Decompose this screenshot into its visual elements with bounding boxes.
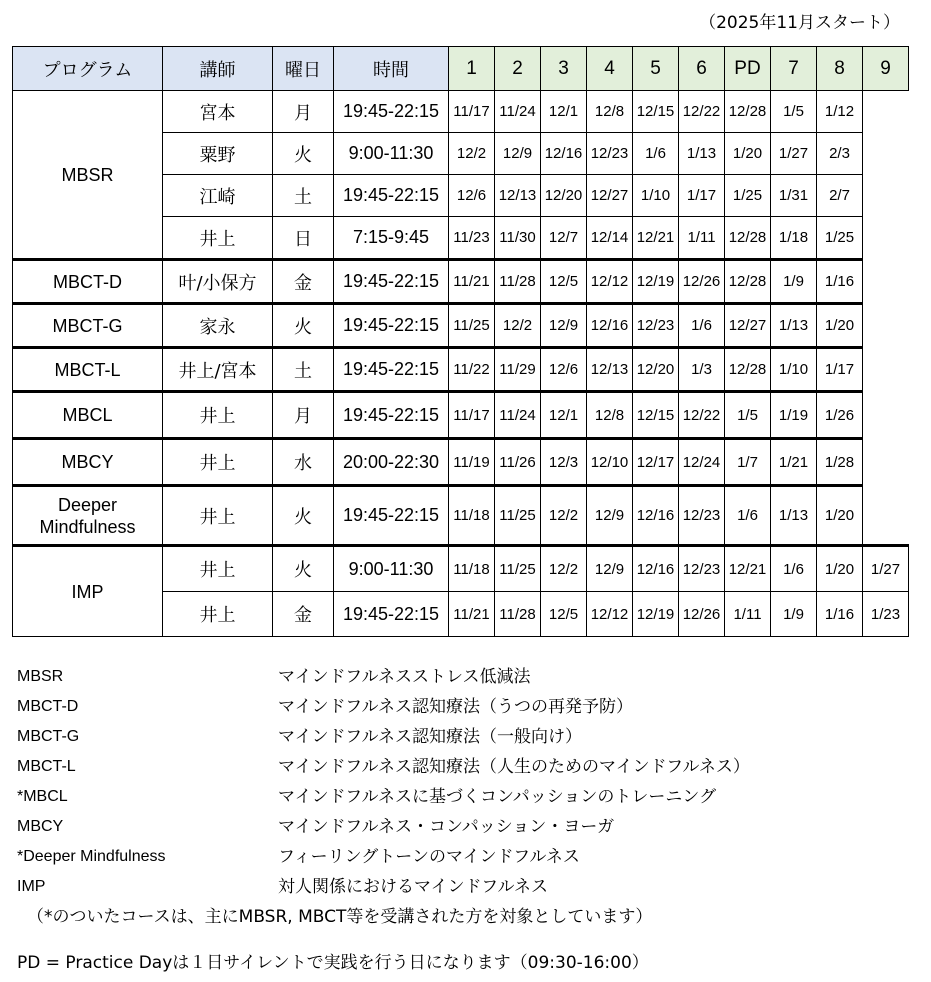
date-cell: 1/6: [771, 546, 817, 592]
schedule-table: [12, 46, 909, 637]
date-cell: 12/8: [587, 91, 633, 133]
program-cell: MBCT-G: [13, 304, 163, 348]
date-cell: 12/8: [587, 392, 633, 439]
date-cell: 1/7: [725, 439, 771, 486]
date-cell: 1/20: [817, 304, 863, 348]
legend-desc: フィーリングトーンのマインドフルネス: [278, 847, 580, 867]
legend-desc: マインドフルネスに基づくコンパッションのトレーニング: [278, 787, 717, 807]
date-cell: 12/20: [633, 348, 679, 392]
date-cell: 1/3: [679, 348, 725, 392]
time-cell: 19:45-22:15: [334, 91, 449, 133]
date-cell: 11/19: [449, 439, 495, 486]
legend-desc: 対人関係におけるマインドフルネス: [278, 877, 548, 897]
date-cell: 1/27: [863, 546, 909, 592]
day-cell: 月: [273, 392, 334, 439]
header-session: 5: [633, 47, 679, 91]
header-time: 時間: [334, 47, 449, 91]
legend-desc: マインドフルネス認知療法（一般向け）: [278, 727, 582, 747]
teacher-cell: 井上: [163, 392, 273, 439]
header-row: [13, 47, 909, 91]
date-cell: 1/25: [817, 217, 863, 260]
date-cell: 1/20: [725, 133, 771, 175]
date-cell: 1/27: [771, 133, 817, 175]
legend-desc: マインドフルネス認知療法（うつの再発予防）: [278, 697, 633, 717]
date-cell: 11/24: [495, 91, 541, 133]
program-cell: MBCY: [13, 439, 163, 486]
footnote: （*のついたコースは、主にMBSR, MBCT等を受講された方を対象としています）: [27, 907, 653, 927]
legend-abbr: *Deeper Mindfulness: [17, 848, 166, 865]
date-cell: 12/19: [633, 260, 679, 304]
date-cell: 1/16: [817, 260, 863, 304]
date-cell: 1/13: [771, 304, 817, 348]
date-cell: 2/3: [817, 133, 863, 175]
date-cell: 1/20: [817, 546, 863, 592]
date-cell: 12/2: [541, 486, 587, 546]
date-cell: 1/6: [725, 486, 771, 546]
date-cell: 1/5: [771, 91, 817, 133]
date-cell: 12/21: [633, 217, 679, 260]
teacher-cell: 井上/宮本: [163, 348, 273, 392]
date-cell: 12/16: [633, 486, 679, 546]
date-cell: 1/10: [771, 348, 817, 392]
legend-desc: マインドフルネス・コンパッション・ヨーガ: [278, 817, 615, 837]
time-cell: 20:00-22:30: [334, 439, 449, 486]
teacher-cell: 叶/小保方: [163, 260, 273, 304]
table-row: [13, 304, 909, 348]
date-cell: 11/17: [449, 91, 495, 133]
date-cell: 12/23: [587, 133, 633, 175]
legend-abbr: MBCT-D: [17, 698, 79, 715]
header-session: PD: [725, 47, 771, 91]
date-cell: 12/14: [587, 217, 633, 260]
date-cell: 12/12: [587, 592, 633, 637]
date-cell: 1/6: [679, 304, 725, 348]
legend-abbr: MBCT-L: [17, 758, 76, 775]
date-cell: 11/25: [449, 304, 495, 348]
date-cell: 11/21: [449, 260, 495, 304]
day-cell: 火: [273, 133, 334, 175]
time-cell: 19:45-22:15: [334, 348, 449, 392]
date-cell: 12/23: [633, 304, 679, 348]
legend-item: [17, 722, 917, 752]
date-cell: 12/26: [679, 592, 725, 637]
time-cell: 9:00-11:30: [334, 546, 449, 592]
program-cell: MBCT-D: [13, 260, 163, 304]
time-cell: 19:45-22:15: [334, 392, 449, 439]
date-cell: 11/25: [495, 546, 541, 592]
header-session: 6: [679, 47, 725, 91]
date-cell: 12/22: [679, 91, 725, 133]
date-cell: 11/18: [449, 546, 495, 592]
table-row: [13, 486, 909, 546]
date-cell: 1/9: [771, 592, 817, 637]
empty-cell: [863, 260, 909, 304]
day-cell: 火: [273, 546, 334, 592]
time-cell: 19:45-22:15: [334, 175, 449, 217]
date-cell: 11/30: [495, 217, 541, 260]
date-cell: 1/16: [817, 592, 863, 637]
date-cell: 1/25: [725, 175, 771, 217]
date-cell: 11/25: [495, 486, 541, 546]
table-row: [13, 260, 909, 304]
legend-abbr: MBSR: [17, 668, 64, 685]
date-cell: 12/19: [633, 592, 679, 637]
empty-cell: [863, 392, 909, 439]
date-cell: 1/12: [817, 91, 863, 133]
date-cell: 12/20: [541, 175, 587, 217]
day-cell: 土: [273, 175, 334, 217]
date-cell: 12/6: [449, 175, 495, 217]
date-cell: 12/13: [587, 348, 633, 392]
legend-desc: マインドフルネスストレス低減法: [278, 667, 531, 687]
date-cell: 11/17: [449, 392, 495, 439]
teacher-cell: 江崎: [163, 175, 273, 217]
date-cell: 1/11: [679, 217, 725, 260]
date-cell: 1/26: [817, 392, 863, 439]
date-cell: 12/16: [541, 133, 587, 175]
date-cell: 12/5: [541, 592, 587, 637]
header-program: プログラム: [13, 47, 163, 91]
header-session: 4: [587, 47, 633, 91]
date-cell: 12/27: [725, 304, 771, 348]
day-cell: 火: [273, 486, 334, 546]
date-cell: 1/5: [725, 392, 771, 439]
date-cell: 1/9: [771, 260, 817, 304]
date-cell: 11/28: [495, 592, 541, 637]
empty-cell: [863, 486, 909, 546]
teacher-cell: 井上: [163, 546, 273, 592]
date-cell: 1/19: [771, 392, 817, 439]
teacher-cell: 井上: [163, 592, 273, 637]
date-cell: 12/28: [725, 260, 771, 304]
date-cell: 1/28: [817, 439, 863, 486]
date-cell: 12/17: [633, 439, 679, 486]
date-cell: 11/24: [495, 392, 541, 439]
legend-abbr: *MBCL: [17, 788, 68, 805]
teacher-cell: 井上: [163, 217, 273, 260]
date-cell: 12/6: [541, 348, 587, 392]
teacher-cell: 宮本: [163, 91, 273, 133]
date-cell: 11/22: [449, 348, 495, 392]
start-note: （2025年11月スタート）: [699, 13, 900, 33]
legend-abbr: MBCY: [17, 818, 64, 835]
date-cell: 12/16: [587, 304, 633, 348]
header-session: 2: [495, 47, 541, 91]
date-cell: 12/2: [495, 304, 541, 348]
date-cell: 1/10: [633, 175, 679, 217]
legend: [17, 662, 917, 932]
program-cell: MBCL: [13, 392, 163, 439]
date-cell: 11/26: [495, 439, 541, 486]
date-cell: 1/20: [817, 486, 863, 546]
program-cell: IMP: [13, 546, 163, 637]
date-cell: 11/21: [449, 592, 495, 637]
empty-cell: [863, 348, 909, 392]
footnote-row: [17, 902, 917, 932]
date-cell: 11/18: [449, 486, 495, 546]
legend-abbr: IMP: [17, 878, 46, 895]
date-cell: 12/24: [679, 439, 725, 486]
time-cell: 9:00-11:30: [334, 133, 449, 175]
legend-item: [17, 692, 917, 722]
empty-cell: [863, 91, 909, 260]
legend-abbr: MBCT-G: [17, 728, 80, 745]
legend-item: [17, 662, 917, 692]
table-row: [13, 439, 909, 486]
date-cell: 12/28: [725, 348, 771, 392]
header-session: 9: [863, 47, 909, 91]
time-cell: 19:45-22:15: [334, 260, 449, 304]
date-cell: 12/26: [679, 260, 725, 304]
time-cell: 19:45-22:15: [334, 304, 449, 348]
day-cell: 日: [273, 217, 334, 260]
date-cell: 12/23: [679, 546, 725, 592]
legend-desc: マインドフルネス認知療法（人生のためのマインドフルネス）: [278, 757, 750, 777]
date-cell: 12/10: [587, 439, 633, 486]
date-cell: 12/28: [725, 91, 771, 133]
date-cell: 1/13: [679, 133, 725, 175]
header-session: 8: [817, 47, 863, 91]
date-cell: 12/9: [495, 133, 541, 175]
date-cell: 12/9: [541, 304, 587, 348]
date-cell: 1/21: [771, 439, 817, 486]
table-row: [13, 348, 909, 392]
date-cell: 1/31: [771, 175, 817, 217]
date-cell: 12/9: [587, 486, 633, 546]
date-cell: 12/21: [725, 546, 771, 592]
table-row: [13, 392, 909, 439]
date-cell: 12/5: [541, 260, 587, 304]
teacher-cell: 井上: [163, 486, 273, 546]
header-session: 3: [541, 47, 587, 91]
empty-cell: [863, 439, 909, 486]
header-day: 曜日: [273, 47, 334, 91]
date-cell: 12/27: [587, 175, 633, 217]
day-cell: 水: [273, 439, 334, 486]
empty-cell: [863, 304, 909, 348]
legend-item: [17, 782, 917, 812]
date-cell: 12/28: [725, 217, 771, 260]
header-session: 1: [449, 47, 495, 91]
date-cell: 1/6: [633, 133, 679, 175]
date-cell: 12/23: [679, 486, 725, 546]
date-cell: 11/23: [449, 217, 495, 260]
date-cell: 12/12: [587, 260, 633, 304]
day-cell: 火: [273, 304, 334, 348]
date-cell: 12/1: [541, 91, 587, 133]
date-cell: 12/16: [633, 546, 679, 592]
date-cell: 1/17: [679, 175, 725, 217]
legend-item: [17, 872, 917, 902]
time-cell: 7:15-9:45: [334, 217, 449, 260]
legend-item: [17, 812, 917, 842]
date-cell: 2/7: [817, 175, 863, 217]
date-cell: 1/18: [771, 217, 817, 260]
date-cell: 1/13: [771, 486, 817, 546]
date-cell: 12/1: [541, 392, 587, 439]
day-cell: 月: [273, 91, 334, 133]
date-cell: 12/3: [541, 439, 587, 486]
teacher-cell: 粟野: [163, 133, 273, 175]
day-cell: 金: [273, 260, 334, 304]
table-row: [13, 91, 909, 133]
date-cell: 12/15: [633, 392, 679, 439]
program-cell: MBCT-L: [13, 348, 163, 392]
date-cell: 12/9: [587, 546, 633, 592]
legend-item: [17, 842, 917, 872]
time-cell: 19:45-22:15: [334, 486, 449, 546]
date-cell: 1/23: [863, 592, 909, 637]
date-cell: 1/17: [817, 348, 863, 392]
pd-note: PD = Practice Dayは１日サイレントで実践を行う日になります（09:30-16:00）: [17, 953, 649, 973]
date-cell: 11/28: [495, 260, 541, 304]
time-cell: 19:45-22:15: [334, 592, 449, 637]
header-teacher: 講師: [163, 47, 273, 91]
date-cell: 1/11: [725, 592, 771, 637]
day-cell: 土: [273, 348, 334, 392]
program-cell: MBSR: [13, 91, 163, 260]
day-cell: 金: [273, 592, 334, 637]
table-row: [13, 546, 909, 592]
date-cell: 12/2: [541, 546, 587, 592]
date-cell: 12/15: [633, 91, 679, 133]
date-cell: 12/2: [449, 133, 495, 175]
date-cell: 12/7: [541, 217, 587, 260]
date-cell: 12/22: [679, 392, 725, 439]
header-session: 7: [771, 47, 817, 91]
teacher-cell: 家永: [163, 304, 273, 348]
date-cell: 11/29: [495, 348, 541, 392]
teacher-cell: 井上: [163, 439, 273, 486]
date-cell: 12/13: [495, 175, 541, 217]
legend-item: [17, 752, 917, 782]
program-cell: Deeper Mindfulness: [13, 486, 163, 546]
